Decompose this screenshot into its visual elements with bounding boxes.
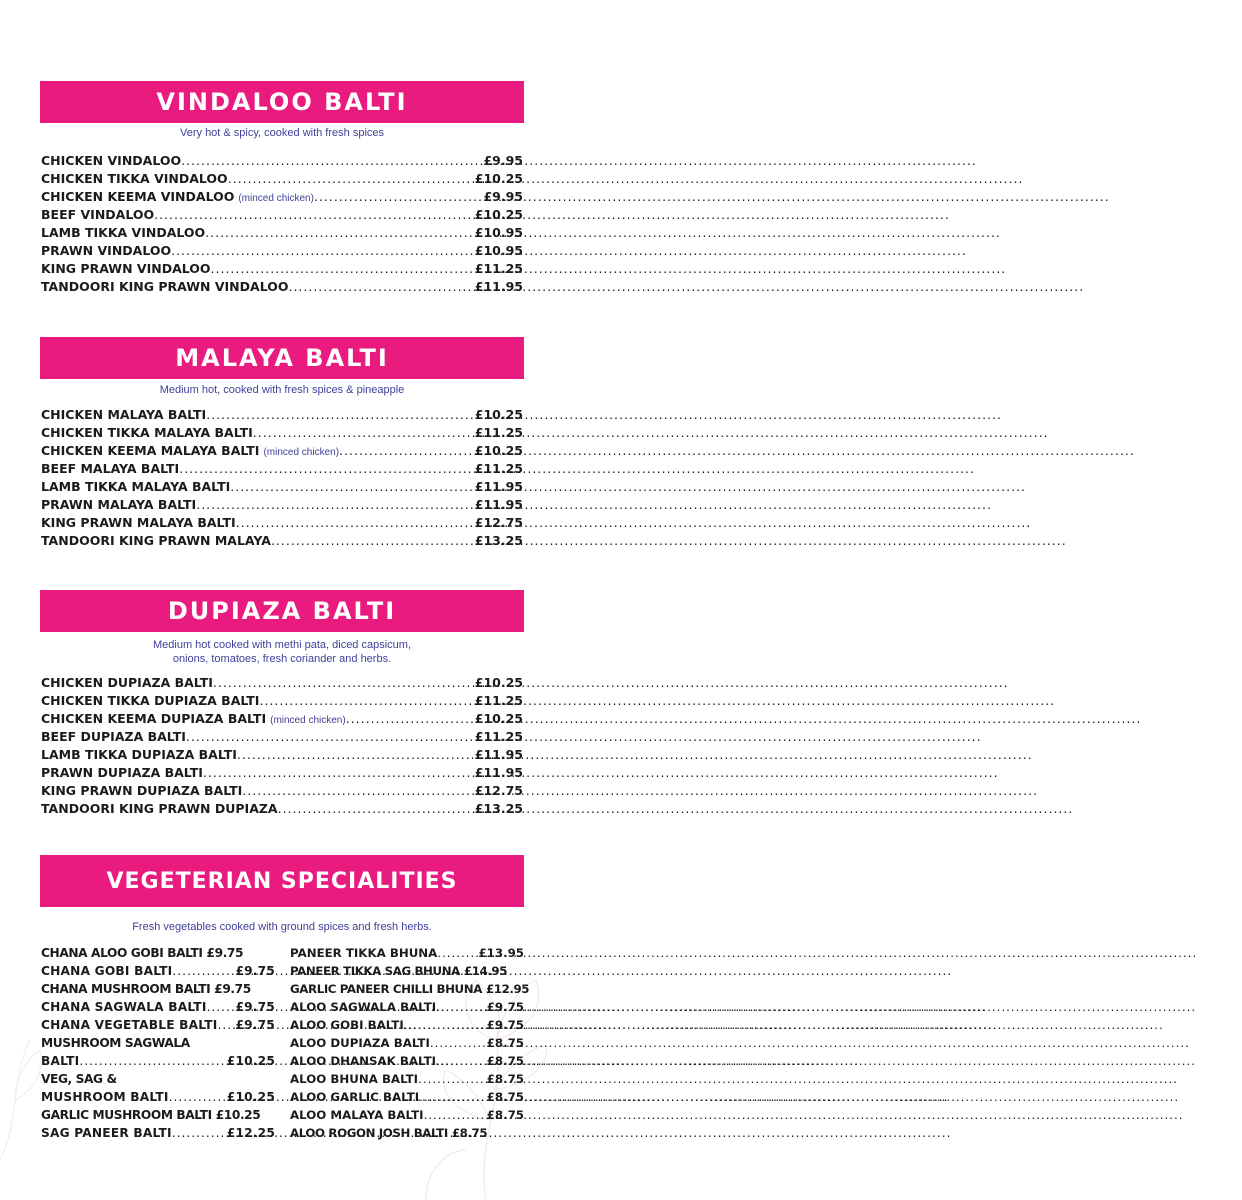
menu-item (41, 1016, 275, 1034)
dot-leader (418, 1070, 487, 1088)
menu-item-name: PANEER TIKKA BHUNA (290, 946, 438, 960)
dot-leader (207, 998, 236, 1016)
subtitle-line: onions, tomatoes, fresh coriander and herbs. (172, 653, 392, 665)
menu-item-name: LAMB TIKKA VINDALOO (41, 225, 206, 240)
menu-item (41, 692, 523, 710)
menu-item-price: £11.25 (474, 729, 523, 744)
menu-item-price: £10.25 (474, 207, 523, 222)
menu-item-name: PRAWN DUPIAZA BALTI (41, 765, 203, 780)
menu-item-name: KING PRAWN VINDALOO (41, 261, 211, 276)
menu-item-name: CHICKEN DUPIAZA BALTI (41, 675, 213, 690)
menu-item-name: KING PRAWN MALAYA BALTI (41, 515, 236, 530)
menu-item-name: ALOO MALAYA BALTI (290, 1108, 424, 1122)
menu-item-name: CHICKEN VINDALOO (41, 153, 182, 168)
menu-item (41, 1106, 275, 1124)
menu-item-price: £8.75 (486, 1090, 524, 1104)
menu-item (41, 944, 275, 962)
dot-leader (203, 764, 475, 782)
menu-item-price: £11.25 (474, 425, 523, 440)
subtitle-line: Medium hot cooked with methi pata, diced capsicum, (152, 639, 412, 651)
menu-item-price: £10.25 (474, 711, 523, 726)
menu-item-price: £12.95 (485, 982, 530, 996)
menu-item (290, 980, 530, 998)
menu-item-price: £11.95 (474, 497, 523, 512)
vegetarian-list-left (41, 944, 275, 1142)
menu-item-price: £11.95 (474, 279, 523, 294)
menu-item (41, 206, 523, 224)
menu-item (290, 1088, 524, 1106)
menu-item-price: £8.75 (486, 1036, 524, 1050)
menu-item (41, 782, 523, 800)
menu-item (41, 478, 523, 496)
dot-leader (339, 442, 475, 460)
menu-item-price: £10.25 (474, 443, 523, 458)
menu-item-price: £11.95 (474, 765, 523, 780)
menu-item-price: £12.75 (474, 515, 523, 530)
section-title-dupiaza: DUPIAZA BALTI (40, 590, 524, 632)
dot-leader (419, 1088, 487, 1106)
menu-item-name: CHANA SAGWALA BALTI (41, 1000, 207, 1014)
menu-item (41, 188, 523, 206)
menu-item-price: £11.25 (474, 461, 523, 476)
menu-item-price: £9.75 (235, 1000, 275, 1014)
menu-item-name: BEEF VINDALOO (41, 207, 155, 222)
menu-item-name: CHICKEN MALAYA BALTI (41, 407, 207, 422)
menu-item-name: BALTI (41, 1054, 80, 1068)
menu-item (290, 998, 524, 1016)
menu-item-name: BEEF MALAYA BALTI (41, 461, 180, 476)
menu-item (41, 260, 523, 278)
menu-item-name: CHICKEN TIKKA VINDALOO (41, 171, 228, 186)
dot-leader (236, 514, 475, 532)
menu-item-price: £9.75 (235, 1018, 275, 1032)
menu-list-dupiaza (41, 674, 523, 818)
dot-leader (437, 944, 478, 962)
menu-item-name: CHICKEN KEEMA VINDALOO (41, 189, 235, 204)
menu-item (41, 442, 523, 460)
menu-item-name: CHANA GOBI BALTI (41, 964, 173, 978)
menu-item (41, 406, 523, 424)
menu-item (41, 674, 523, 692)
menu-list-malaya (41, 406, 523, 550)
menu-item-name: ALOO SAGWALA BALTI (290, 1000, 437, 1014)
menu-item (41, 1088, 275, 1106)
section-subtitle-vindaloo (40, 126, 524, 140)
dot-leader (253, 424, 475, 442)
menu-item (41, 710, 523, 728)
menu-item-price: £9.75 (214, 982, 251, 996)
menu-item-price: £10.95 (474, 243, 523, 258)
menu-item-name: CHANA MUSHROOM BALTI (41, 982, 211, 996)
menu-item (290, 1124, 524, 1142)
dot-leader (79, 1052, 226, 1070)
menu-item (41, 514, 523, 532)
menu-item (290, 1106, 524, 1124)
dot-leader (211, 260, 475, 278)
menu-item-name: MUSHROOM BALTI (41, 1090, 169, 1104)
menu-item (41, 764, 523, 782)
dot-leader (206, 406, 475, 424)
menu-item-price: £10.25 (215, 1108, 261, 1122)
menu-item-name: BEEF DUPIAZA BALTI (41, 729, 186, 744)
dot-leader (404, 1016, 487, 1034)
vegetarian-columns (41, 944, 530, 1142)
menu-item (41, 1124, 275, 1142)
dot-leader (430, 1034, 487, 1052)
dot-leader (205, 224, 475, 242)
dot-leader (154, 206, 475, 224)
menu-item (41, 800, 523, 818)
menu-item-price: £9.95 (483, 189, 523, 204)
menu-item (290, 1070, 524, 1088)
menu-item-name: CHICKEN TIKKA MALAYA BALTI (41, 425, 253, 440)
section-subtitle-dupiaza (40, 638, 524, 666)
menu-item-price: £8.75 (486, 1108, 524, 1122)
menu-item-name: CHICKEN KEEMA MALAYA BALTI (41, 443, 260, 458)
dot-leader (186, 728, 475, 746)
menu-item (41, 728, 523, 746)
menu-item-name: MUSHROOM SAGWALA (41, 1036, 190, 1050)
section-title-vindaloo: VINDALOO BALTI (40, 81, 524, 123)
dot-leader (424, 1106, 487, 1124)
dot-leader (259, 692, 474, 710)
menu-item-name: VEG, SAG & (41, 1072, 117, 1086)
menu-item-price: £11.25 (474, 693, 523, 708)
dot-leader (171, 242, 475, 260)
menu-item-price: £9.75 (235, 964, 275, 978)
menu-item-name: TANDOORI KING PRAWN MALAYA (41, 533, 271, 548)
menu-item (41, 424, 523, 442)
menu-item-price: £10.25 (226, 1054, 275, 1068)
menu-item-price: £10.25 (474, 171, 523, 186)
menu-item-price: £14.95 (463, 964, 508, 978)
menu-item-price: £11.25 (474, 261, 523, 276)
dot-leader (278, 800, 475, 818)
dot-leader (242, 782, 474, 800)
menu-item (41, 1070, 275, 1088)
section-title-malaya: MALAYA BALTI (40, 337, 524, 379)
dot-leader (314, 188, 484, 206)
menu-item-name: KING PRAWN DUPIAZA BALTI (41, 783, 243, 798)
section-subtitle-malaya (40, 383, 524, 397)
menu-item (41, 962, 275, 980)
menu-item-price: £8.75 (486, 1054, 524, 1068)
dot-leader (217, 1016, 235, 1034)
menu-item-price: £8.75 (486, 1072, 524, 1086)
menu-item-price: £11.95 (474, 479, 523, 494)
menu-item (41, 170, 523, 188)
menu-item-name: CHANA ALOO GOBI BALTI (41, 946, 203, 960)
dot-leader (237, 746, 475, 764)
menu-item (41, 242, 523, 260)
dot-leader (228, 170, 475, 188)
menu-item-name: SAG PANEER BALTI (41, 1126, 172, 1140)
menu-item (290, 962, 524, 980)
menu-item (290, 1034, 524, 1052)
menu-item (41, 224, 523, 242)
dot-leader (172, 1124, 227, 1142)
section-subtitle-vegetarian: Fresh vegetables cooked with ground spices and fresh herbs. (132, 921, 432, 933)
menu-item-price: £13.25 (474, 533, 523, 548)
menu-list-vindaloo (41, 152, 523, 296)
menu-item-note: (minced chicken) (238, 193, 314, 204)
menu-item-name: CHANA VEGETABLE BALTI (41, 1018, 218, 1032)
menu-item-name: LAMB TIKKA MALAYA BALTI (41, 479, 231, 494)
dot-leader (436, 998, 486, 1016)
menu-item-price: £13.95 (478, 946, 524, 960)
menu-item (41, 152, 523, 170)
subtitle-line: Medium hot, cooked with fresh spices & pineapple (159, 384, 405, 396)
menu-item (41, 998, 275, 1016)
menu-item-price: £13.25 (474, 801, 523, 816)
menu-item (41, 496, 523, 514)
dot-leader (169, 1088, 227, 1106)
menu-item-price: £9.75 (206, 946, 244, 960)
menu-item-name: ALOO ROGON JOSH BALTI (290, 1126, 448, 1140)
menu-item-name: ALOO DUPIAZA BALTI (290, 1036, 430, 1050)
menu-item-name: ALOO BHUNA BALTI (290, 1072, 419, 1086)
menu-item-price: £10.25 (474, 407, 523, 422)
menu-item-price: £12.75 (474, 783, 523, 798)
menu-item-price: £9.75 (486, 1018, 524, 1032)
menu-item (290, 1016, 524, 1034)
menu-item (41, 1052, 275, 1070)
menu-item-name: PRAWN MALAYA BALTI (41, 497, 197, 512)
menu-item-price: £10.95 (474, 225, 523, 240)
dot-leader (288, 278, 474, 296)
menu-item-name: ALOO GARLIC BALTI (290, 1090, 420, 1104)
menu-item-name: ALOO DHANSAK BALTI (290, 1054, 437, 1068)
menu-item-name: CHICKEN KEEMA DUPIAZA BALTI (41, 711, 267, 726)
menu-item-name: TANDOORI KING PRAWN VINDALOO (41, 279, 289, 294)
dot-leader (196, 496, 475, 514)
menu-item-name: PRAWN VINDALOO (41, 243, 172, 258)
dot-leader (181, 152, 483, 170)
menu-item-price: £9.75 (486, 1000, 524, 1014)
dot-leader (213, 674, 475, 692)
dot-leader (230, 478, 475, 496)
dot-leader (179, 460, 475, 478)
menu-item-name: CHICKEN TIKKA DUPIAZA BALTI (41, 693, 260, 708)
menu-item-name: GARLIC MUSHROOM BALTI (41, 1108, 212, 1122)
menu-item-price: £10.25 (226, 1090, 275, 1104)
menu-item-price: £11.95 (474, 747, 523, 762)
dot-leader (172, 962, 235, 980)
menu-item-name: TANDOORI KING PRAWN DUPIAZA (41, 801, 278, 816)
subtitle-line: Very hot & spicy, cooked with fresh spices (180, 127, 384, 139)
menu-item-name: LAMB TIKKA DUPIAZA BALTI (41, 747, 237, 762)
menu-item (290, 1052, 524, 1070)
menu-item-note: (minced chicken) (270, 715, 346, 726)
dot-leader (271, 532, 475, 550)
menu-item-note: (minced chicken) (263, 447, 340, 458)
menu-item (41, 460, 523, 478)
section-title-vegetarian: VEGETERIAN SPECIALITIES (40, 855, 524, 907)
dot-leader (346, 710, 475, 728)
menu-item (41, 1034, 275, 1052)
menu-item (41, 746, 523, 764)
menu-item (41, 278, 523, 296)
menu-item-price: £9.95 (483, 153, 523, 168)
menu-item-name: PANEER TIKKA SAG BHUNA (290, 964, 460, 978)
menu-item (41, 532, 523, 550)
menu-item (290, 944, 524, 962)
vegetarian-list-right (290, 944, 530, 1142)
menu-item-name: GARLIC PANEER CHILLI BHUNA (290, 982, 482, 996)
menu-item-price: £10.25 (474, 675, 523, 690)
menu-item-name: ALOO GOBI BALTI (290, 1018, 404, 1032)
menu-item-price: £12.25 (226, 1126, 275, 1140)
menu-item (41, 980, 275, 998)
dot-leader (436, 1052, 487, 1070)
menu-item-price: £8.75 (451, 1126, 488, 1140)
